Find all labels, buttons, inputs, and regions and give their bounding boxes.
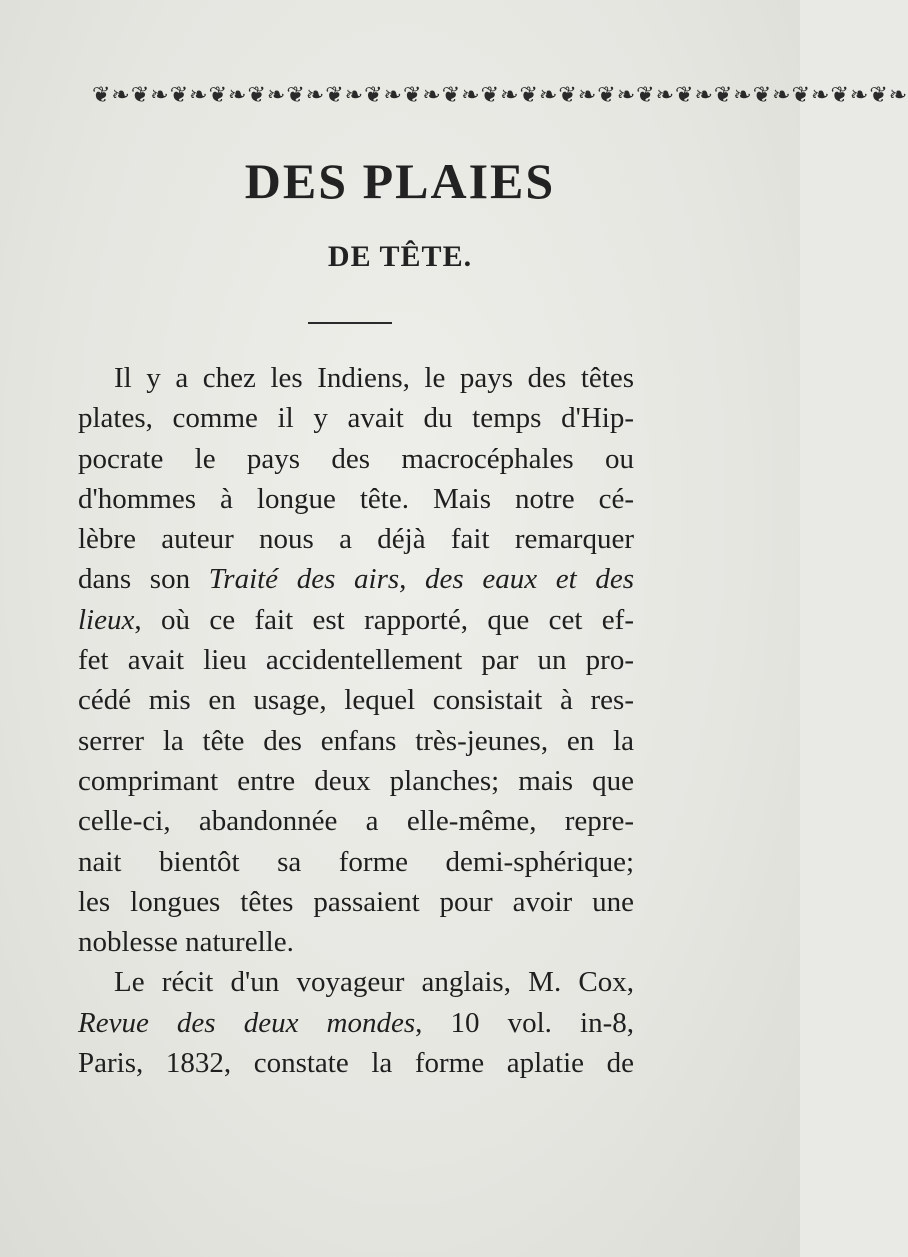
italic-book-title: Traité des airs, des eaux et des — [208, 563, 634, 596]
text-line: nait bientôt sa forme demi-sphérique; — [78, 845, 634, 878]
text-line: Le récit d'un voyageur anglais, M. Cox, — [114, 966, 634, 999]
text-line: cédé mis en usage, lequel consistait à res- — [78, 684, 634, 717]
italic-book-title: lieux — [78, 603, 135, 636]
text-span: , où ce fait est rapporté, que cet ef- — [134, 603, 634, 636]
text-line: noblesse naturelle. — [78, 926, 294, 959]
text-line: comprimant entre deux planches; mais que — [78, 764, 634, 797]
text-line: les longues têtes passaient pour avoir une — [78, 885, 634, 918]
title-divider — [308, 322, 392, 324]
text-line: lèbre auteur nous a déjà fait remarquer — [78, 523, 634, 556]
text-line: Il y a chez les Indiens, le pays des têtes — [114, 362, 634, 394]
text-span: dans son — [78, 563, 209, 596]
text-line: d'hommes à longue tête. Mais notre cé- — [78, 482, 634, 515]
text-line — [78, 1003, 634, 1043]
chapter-subtitle: DE TÊTE. — [327, 240, 473, 273]
text-line: pocrate le pays des macrocéphales ou — [78, 442, 634, 475]
text-line: fet avait lieu accidentellement par un pro- — [78, 644, 634, 677]
text-line: celle-ci, abandonnée a elle-même, repre- — [78, 805, 634, 838]
body-text — [78, 358, 634, 1083]
chapter-title: DES PLAIES — [244, 153, 556, 209]
text-line: serrer la tête des enfans très-jeunes, en la — [78, 724, 634, 757]
text-line: Paris, 1832, constate la forme aplatie de — [78, 1047, 634, 1080]
decorative-header-ornament: ❦❧❦❧❦❧❦❧❦❧❦❧❦❧❦❧❦❧❦❧❦❧❦❧❦❧❦❧❦❧❦❧❦❧❦❧❦❧❦❧❦❧ — [92, 82, 908, 107]
text-line — [78, 559, 634, 599]
italic-journal-title: Revue des deux mondes — [78, 1006, 416, 1039]
text-line: plates, comme il y avait du temps d'Hip- — [78, 402, 634, 435]
text-span: , 10 vol. in-8, — [415, 1006, 634, 1039]
text-line — [78, 600, 634, 640]
